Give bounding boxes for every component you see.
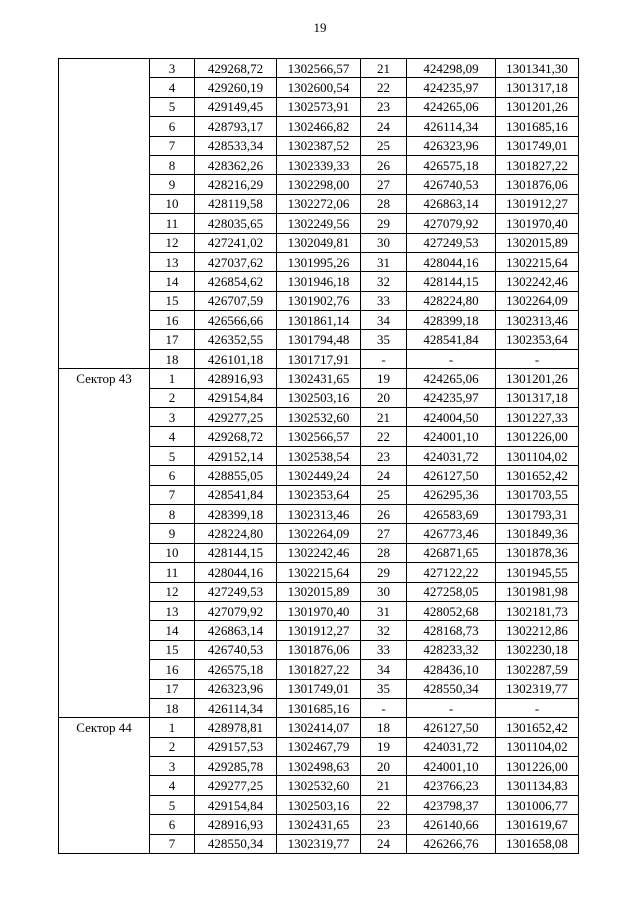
coordinate-cell: 426740,53 <box>195 640 277 659</box>
coordinate-cell: 426566,66 <box>195 311 277 330</box>
point-number-cell: 30 <box>361 582 407 601</box>
coordinate-cell: 426707,59 <box>195 291 277 310</box>
point-number-cell: 21 <box>361 408 407 427</box>
point-number-cell: 7 <box>150 834 195 853</box>
coordinate-cell: 428533,34 <box>195 136 277 155</box>
point-number-cell: 2 <box>150 388 195 407</box>
coordinate-cell: 1301104,02 <box>496 737 579 756</box>
coordinate-cell: 428916,93 <box>195 369 277 388</box>
coordinate-cell: 428044,16 <box>195 563 277 582</box>
point-number-cell: 19 <box>361 737 407 756</box>
coordinate-cell: 423766,23 <box>407 776 496 795</box>
coordinate-cell: 428224,80 <box>195 524 277 543</box>
point-number-cell: 25 <box>361 485 407 504</box>
point-number-cell: 2 <box>150 737 195 756</box>
coordinate-cell: 1302532,60 <box>277 408 361 427</box>
coordinate-cell: - <box>407 349 496 368</box>
coordinate-cell: 1302353,64 <box>496 330 579 349</box>
point-number-cell: 1 <box>150 369 195 388</box>
sector-name-cell <box>59 59 150 369</box>
point-number-cell: 16 <box>150 311 195 330</box>
coordinate-cell: 1301861,14 <box>277 311 361 330</box>
coordinate-cell: 1302313,46 <box>496 311 579 330</box>
coordinate-cell: 1302566,57 <box>277 427 361 446</box>
coordinate-cell: 427258,05 <box>407 582 496 601</box>
coordinate-cell: 426352,55 <box>195 330 277 349</box>
coordinate-cell: 1302339,33 <box>277 155 361 174</box>
coordinate-cell: 429277,25 <box>195 776 277 795</box>
point-number-cell: 23 <box>361 97 407 116</box>
coordinate-cell: 428916,93 <box>195 815 277 834</box>
point-number-cell: 12 <box>150 582 195 601</box>
coordinate-cell: 428436,10 <box>407 660 496 679</box>
point-number-cell: 17 <box>150 679 195 698</box>
point-number-cell: 8 <box>150 504 195 523</box>
point-number-cell: 3 <box>150 408 195 427</box>
coordinate-cell: 1301749,01 <box>496 136 579 155</box>
coordinate-cell: 426114,34 <box>407 117 496 136</box>
coordinate-cell: 1301652,42 <box>496 718 579 737</box>
point-number-cell: 32 <box>361 621 407 640</box>
point-number-cell: 8 <box>150 155 195 174</box>
point-number-cell: 20 <box>361 388 407 407</box>
point-number-cell: 33 <box>361 640 407 659</box>
coordinate-cell: 424031,72 <box>407 737 496 756</box>
coordinate-cell: 426127,50 <box>407 466 496 485</box>
coordinate-cell: 427122,22 <box>407 563 496 582</box>
coordinate-cell: 1302353,64 <box>277 485 361 504</box>
coordinate-cell: 1302498,63 <box>277 757 361 776</box>
coordinate-cell: 1301201,26 <box>496 97 579 116</box>
coordinate-cell: 1302566,57 <box>277 59 361 78</box>
point-number-cell: 3 <box>150 59 195 78</box>
point-number-cell: 33 <box>361 291 407 310</box>
point-number-cell: 27 <box>361 175 407 194</box>
coordinates-table <box>58 58 579 854</box>
coordinate-cell: 424001,10 <box>407 757 496 776</box>
coordinate-cell: 1302538,54 <box>277 446 361 465</box>
coordinate-cell: 1302467,79 <box>277 737 361 756</box>
point-number-cell: 13 <box>150 601 195 620</box>
coordinate-cell: 1301226,00 <box>496 427 579 446</box>
point-number-cell: 26 <box>361 504 407 523</box>
point-number-cell: 19 <box>361 369 407 388</box>
coordinate-cell: 427249,53 <box>195 582 277 601</box>
coordinate-cell: 1301876,06 <box>496 175 579 194</box>
coordinate-cell: 428399,18 <box>195 504 277 523</box>
coordinate-cell: 1302212,86 <box>496 621 579 640</box>
point-number-cell: 34 <box>361 660 407 679</box>
coordinate-cell: 1302503,16 <box>277 795 361 814</box>
point-number-cell: 20 <box>361 757 407 776</box>
coordinate-cell: 1302015,89 <box>277 582 361 601</box>
coordinate-cell: 428168,73 <box>407 621 496 640</box>
point-number-cell: 23 <box>361 815 407 834</box>
coordinate-cell: 429152,14 <box>195 446 277 465</box>
coordinate-cell: 429154,84 <box>195 795 277 814</box>
coordinate-cell: 429149,45 <box>195 97 277 116</box>
point-number-cell: 1 <box>150 718 195 737</box>
coordinate-cell: 1302287,59 <box>496 660 579 679</box>
point-number-cell: 28 <box>361 543 407 562</box>
coordinate-cell: 1302249,56 <box>277 214 361 233</box>
coordinate-cell: 428052,68 <box>407 601 496 620</box>
point-number-cell: 7 <box>150 485 195 504</box>
coordinate-cell: 1301794,48 <box>277 330 361 349</box>
coordinate-cell: 424004,50 <box>407 408 496 427</box>
coordinate-cell: - <box>496 698 579 717</box>
coordinate-cell: 1302242,46 <box>277 543 361 562</box>
point-number-cell: - <box>361 349 407 368</box>
coordinate-cell: 1302319,77 <box>277 834 361 853</box>
sector-name-cell: Сектор 43 <box>59 369 150 718</box>
coordinate-cell: 1302015,89 <box>496 233 579 252</box>
coordinate-cell: 424031,72 <box>407 446 496 465</box>
coordinate-cell: 424001,10 <box>407 427 496 446</box>
coordinate-cell: 426583,69 <box>407 504 496 523</box>
coordinate-cell: 429157,53 <box>195 737 277 756</box>
coordinate-cell: 1301878,36 <box>496 543 579 562</box>
point-number-cell: 5 <box>150 795 195 814</box>
coordinate-cell: 429260,19 <box>195 78 277 97</box>
coordinate-cell: 428541,84 <box>195 485 277 504</box>
coordinate-cell: 424265,06 <box>407 369 496 388</box>
coordinate-cell: 426323,96 <box>195 679 277 698</box>
coordinate-cell: 1301995,26 <box>277 252 361 271</box>
point-number-cell: - <box>361 698 407 717</box>
point-number-cell: 6 <box>150 466 195 485</box>
coordinate-cell: 429277,25 <box>195 408 277 427</box>
coordinate-cell: 1302215,64 <box>496 252 579 271</box>
point-number-cell: 23 <box>361 446 407 465</box>
point-number-cell: 25 <box>361 136 407 155</box>
point-number-cell: 6 <box>150 815 195 834</box>
point-number-cell: 18 <box>150 698 195 717</box>
point-number-cell: 30 <box>361 233 407 252</box>
point-number-cell: 5 <box>150 97 195 116</box>
point-number-cell: 22 <box>361 427 407 446</box>
coordinate-cell: 1301827,22 <box>277 660 361 679</box>
coordinate-cell: 429154,84 <box>195 388 277 407</box>
point-number-cell: 18 <box>361 718 407 737</box>
coordinate-cell: 1302298,00 <box>277 175 361 194</box>
coordinate-cell: 429268,72 <box>195 427 277 446</box>
coordinate-cell: 428224,80 <box>407 291 496 310</box>
point-number-cell: 24 <box>361 117 407 136</box>
point-number-cell: 10 <box>150 194 195 213</box>
coordinate-cell: 428362,26 <box>195 155 277 174</box>
coordinate-cell: 1301970,40 <box>277 601 361 620</box>
coordinate-cell: 426575,18 <box>407 155 496 174</box>
coordinate-cell: 428216,29 <box>195 175 277 194</box>
point-number-cell: 4 <box>150 78 195 97</box>
table-row <box>59 718 579 737</box>
coordinate-cell: 428978,81 <box>195 718 277 737</box>
coordinate-cell: 1302181,73 <box>496 601 579 620</box>
point-number-cell: 35 <box>361 330 407 349</box>
point-number-cell: 3 <box>150 757 195 776</box>
coordinate-cell: 424235,97 <box>407 78 496 97</box>
coordinate-cell: 428044,16 <box>407 252 496 271</box>
point-number-cell: 10 <box>150 543 195 562</box>
point-number-cell: 24 <box>361 466 407 485</box>
point-number-cell: 26 <box>361 155 407 174</box>
coordinate-cell: 428119,58 <box>195 194 277 213</box>
coordinate-cell: 426773,46 <box>407 524 496 543</box>
coordinate-cell: 1302242,46 <box>496 272 579 291</box>
coordinate-cell: 1301946,18 <box>277 272 361 291</box>
coordinate-cell: 1302573,91 <box>277 97 361 116</box>
coordinate-cell: 428233,32 <box>407 640 496 659</box>
coordinate-cell: 1301793,31 <box>496 504 579 523</box>
coordinate-cell: - <box>407 698 496 717</box>
coordinate-cell: 426127,50 <box>407 718 496 737</box>
point-number-cell: 5 <box>150 446 195 465</box>
coordinate-cell: 428144,15 <box>195 543 277 562</box>
point-number-cell: 34 <box>361 311 407 330</box>
coordinate-cell: 1302503,16 <box>277 388 361 407</box>
point-number-cell: 28 <box>361 194 407 213</box>
coordinate-cell: 428399,18 <box>407 311 496 330</box>
coordinate-cell: 426871,65 <box>407 543 496 562</box>
coordinate-cell: 429285,78 <box>195 757 277 776</box>
coordinate-cell: 426863,14 <box>407 194 496 213</box>
coordinate-cell: 426575,18 <box>195 660 277 679</box>
point-number-cell: 29 <box>361 214 407 233</box>
coordinate-cell: 1301703,55 <box>496 485 579 504</box>
coordinate-cell: 428550,34 <box>407 679 496 698</box>
point-number-cell: 35 <box>361 679 407 698</box>
coordinate-cell: 1301981,98 <box>496 582 579 601</box>
coordinate-cell: 1301134,83 <box>496 776 579 795</box>
coordinate-cell: 428855,05 <box>195 466 277 485</box>
coordinate-cell: 424265,06 <box>407 97 496 116</box>
coordinate-cell: 1302319,77 <box>496 679 579 698</box>
point-number-cell: 15 <box>150 291 195 310</box>
point-number-cell: 16 <box>150 660 195 679</box>
coordinate-cell: 1302414,07 <box>277 718 361 737</box>
coordinate-cell: - <box>496 349 579 368</box>
coordinate-cell: 426854,62 <box>195 272 277 291</box>
coordinate-cell: 1301227,33 <box>496 408 579 427</box>
coordinate-cell: 1302532,60 <box>277 776 361 795</box>
coordinate-cell: 1302230,18 <box>496 640 579 659</box>
coordinate-cell: 1302449,24 <box>277 466 361 485</box>
point-number-cell: 27 <box>361 524 407 543</box>
coordinate-cell: 427079,92 <box>407 214 496 233</box>
coordinate-cell: 1302387,52 <box>277 136 361 155</box>
coordinate-cell: 1301685,16 <box>496 117 579 136</box>
point-number-cell: 4 <box>150 427 195 446</box>
coordinate-cell: 1301619,67 <box>496 815 579 834</box>
point-number-cell: 4 <box>150 776 195 795</box>
coordinate-cell: 1301849,36 <box>496 524 579 543</box>
point-number-cell: 11 <box>150 563 195 582</box>
coordinate-cell: 427241,02 <box>195 233 277 252</box>
coordinate-cell: 1301827,22 <box>496 155 579 174</box>
coordinate-cell: 1301317,18 <box>496 388 579 407</box>
coordinate-cell: 426740,53 <box>407 175 496 194</box>
coordinate-cell: 1302264,09 <box>277 524 361 543</box>
point-number-cell: 7 <box>150 136 195 155</box>
point-number-cell: 21 <box>361 59 407 78</box>
coordinate-cell: 428144,15 <box>407 272 496 291</box>
point-number-cell: 14 <box>150 621 195 640</box>
point-number-cell: 31 <box>361 252 407 271</box>
point-number-cell: 17 <box>150 330 195 349</box>
coordinate-cell: 426140,66 <box>407 815 496 834</box>
coordinate-cell: 1301104,02 <box>496 446 579 465</box>
sector-name-cell: Сектор 44 <box>59 718 150 854</box>
coordinate-cell: 1302466,82 <box>277 117 361 136</box>
coordinate-cell: 426266,76 <box>407 834 496 853</box>
coordinate-cell: 428793,17 <box>195 117 277 136</box>
point-number-cell: 18 <box>150 349 195 368</box>
point-number-cell: 22 <box>361 795 407 814</box>
coordinate-cell: 1301006,77 <box>496 795 579 814</box>
point-number-cell: 32 <box>361 272 407 291</box>
coordinate-cell: 1301912,27 <box>496 194 579 213</box>
coordinate-cell: 1301970,40 <box>496 214 579 233</box>
coordinate-cell: 423798,37 <box>407 795 496 814</box>
coordinate-cell: 1301226,00 <box>496 757 579 776</box>
coordinate-cell: 1301658,08 <box>496 834 579 853</box>
coordinate-cell: 424298,09 <box>407 59 496 78</box>
coordinate-cell: 428035,65 <box>195 214 277 233</box>
point-number-cell: 9 <box>150 524 195 543</box>
point-number-cell: 11 <box>150 214 195 233</box>
coordinate-cell: 1301685,16 <box>277 698 361 717</box>
point-number-cell: 15 <box>150 640 195 659</box>
coordinate-cell: 426323,96 <box>407 136 496 155</box>
coordinate-cell: 424235,97 <box>407 388 496 407</box>
table-row <box>59 59 579 78</box>
point-number-cell: 22 <box>361 78 407 97</box>
coordinate-cell: 1301317,18 <box>496 78 579 97</box>
coordinate-cell: 427249,53 <box>407 233 496 252</box>
coordinate-cell: 1302313,46 <box>277 504 361 523</box>
coordinate-cell: 1301341,30 <box>496 59 579 78</box>
coordinate-cell: 1302431,65 <box>277 815 361 834</box>
point-number-cell: 9 <box>150 175 195 194</box>
coordinate-cell: 1302049,81 <box>277 233 361 252</box>
coordinate-cell: 426295,36 <box>407 485 496 504</box>
point-number-cell: 13 <box>150 252 195 271</box>
coordinate-cell: 427079,92 <box>195 601 277 620</box>
coordinate-cell: 1302272,06 <box>277 194 361 213</box>
page-number: 19 <box>313 20 327 35</box>
coordinate-cell: 1301749,01 <box>277 679 361 698</box>
coordinate-cell: 1301717,91 <box>277 349 361 368</box>
coordinate-cell: 1302215,64 <box>277 563 361 582</box>
point-number-cell: 6 <box>150 117 195 136</box>
point-number-cell: 24 <box>361 834 407 853</box>
coordinate-cell: 426101,18 <box>195 349 277 368</box>
coordinate-cell: 427037,62 <box>195 252 277 271</box>
coordinate-cell: 426114,34 <box>195 698 277 717</box>
coordinate-cell: 426863,14 <box>195 621 277 640</box>
coordinate-cell: 428550,34 <box>195 834 277 853</box>
point-number-cell: 29 <box>361 563 407 582</box>
coordinate-cell: 429268,72 <box>195 59 277 78</box>
coordinate-cell: 1301902,76 <box>277 291 361 310</box>
coordinate-cell: 1301876,06 <box>277 640 361 659</box>
coordinate-cell: 1301652,42 <box>496 466 579 485</box>
table-row <box>59 369 579 388</box>
coordinate-cell: 1301945,55 <box>496 563 579 582</box>
coordinate-cell: 1301912,27 <box>277 621 361 640</box>
point-number-cell: 14 <box>150 272 195 291</box>
point-number-cell: 12 <box>150 233 195 252</box>
coordinate-cell: 1302600,54 <box>277 78 361 97</box>
coordinate-cell: 428541,84 <box>407 330 496 349</box>
point-number-cell: 31 <box>361 601 407 620</box>
coordinate-cell: 1301201,26 <box>496 369 579 388</box>
coordinate-cell: 1302264,09 <box>496 291 579 310</box>
point-number-cell: 21 <box>361 776 407 795</box>
coordinate-cell: 1302431,65 <box>277 369 361 388</box>
